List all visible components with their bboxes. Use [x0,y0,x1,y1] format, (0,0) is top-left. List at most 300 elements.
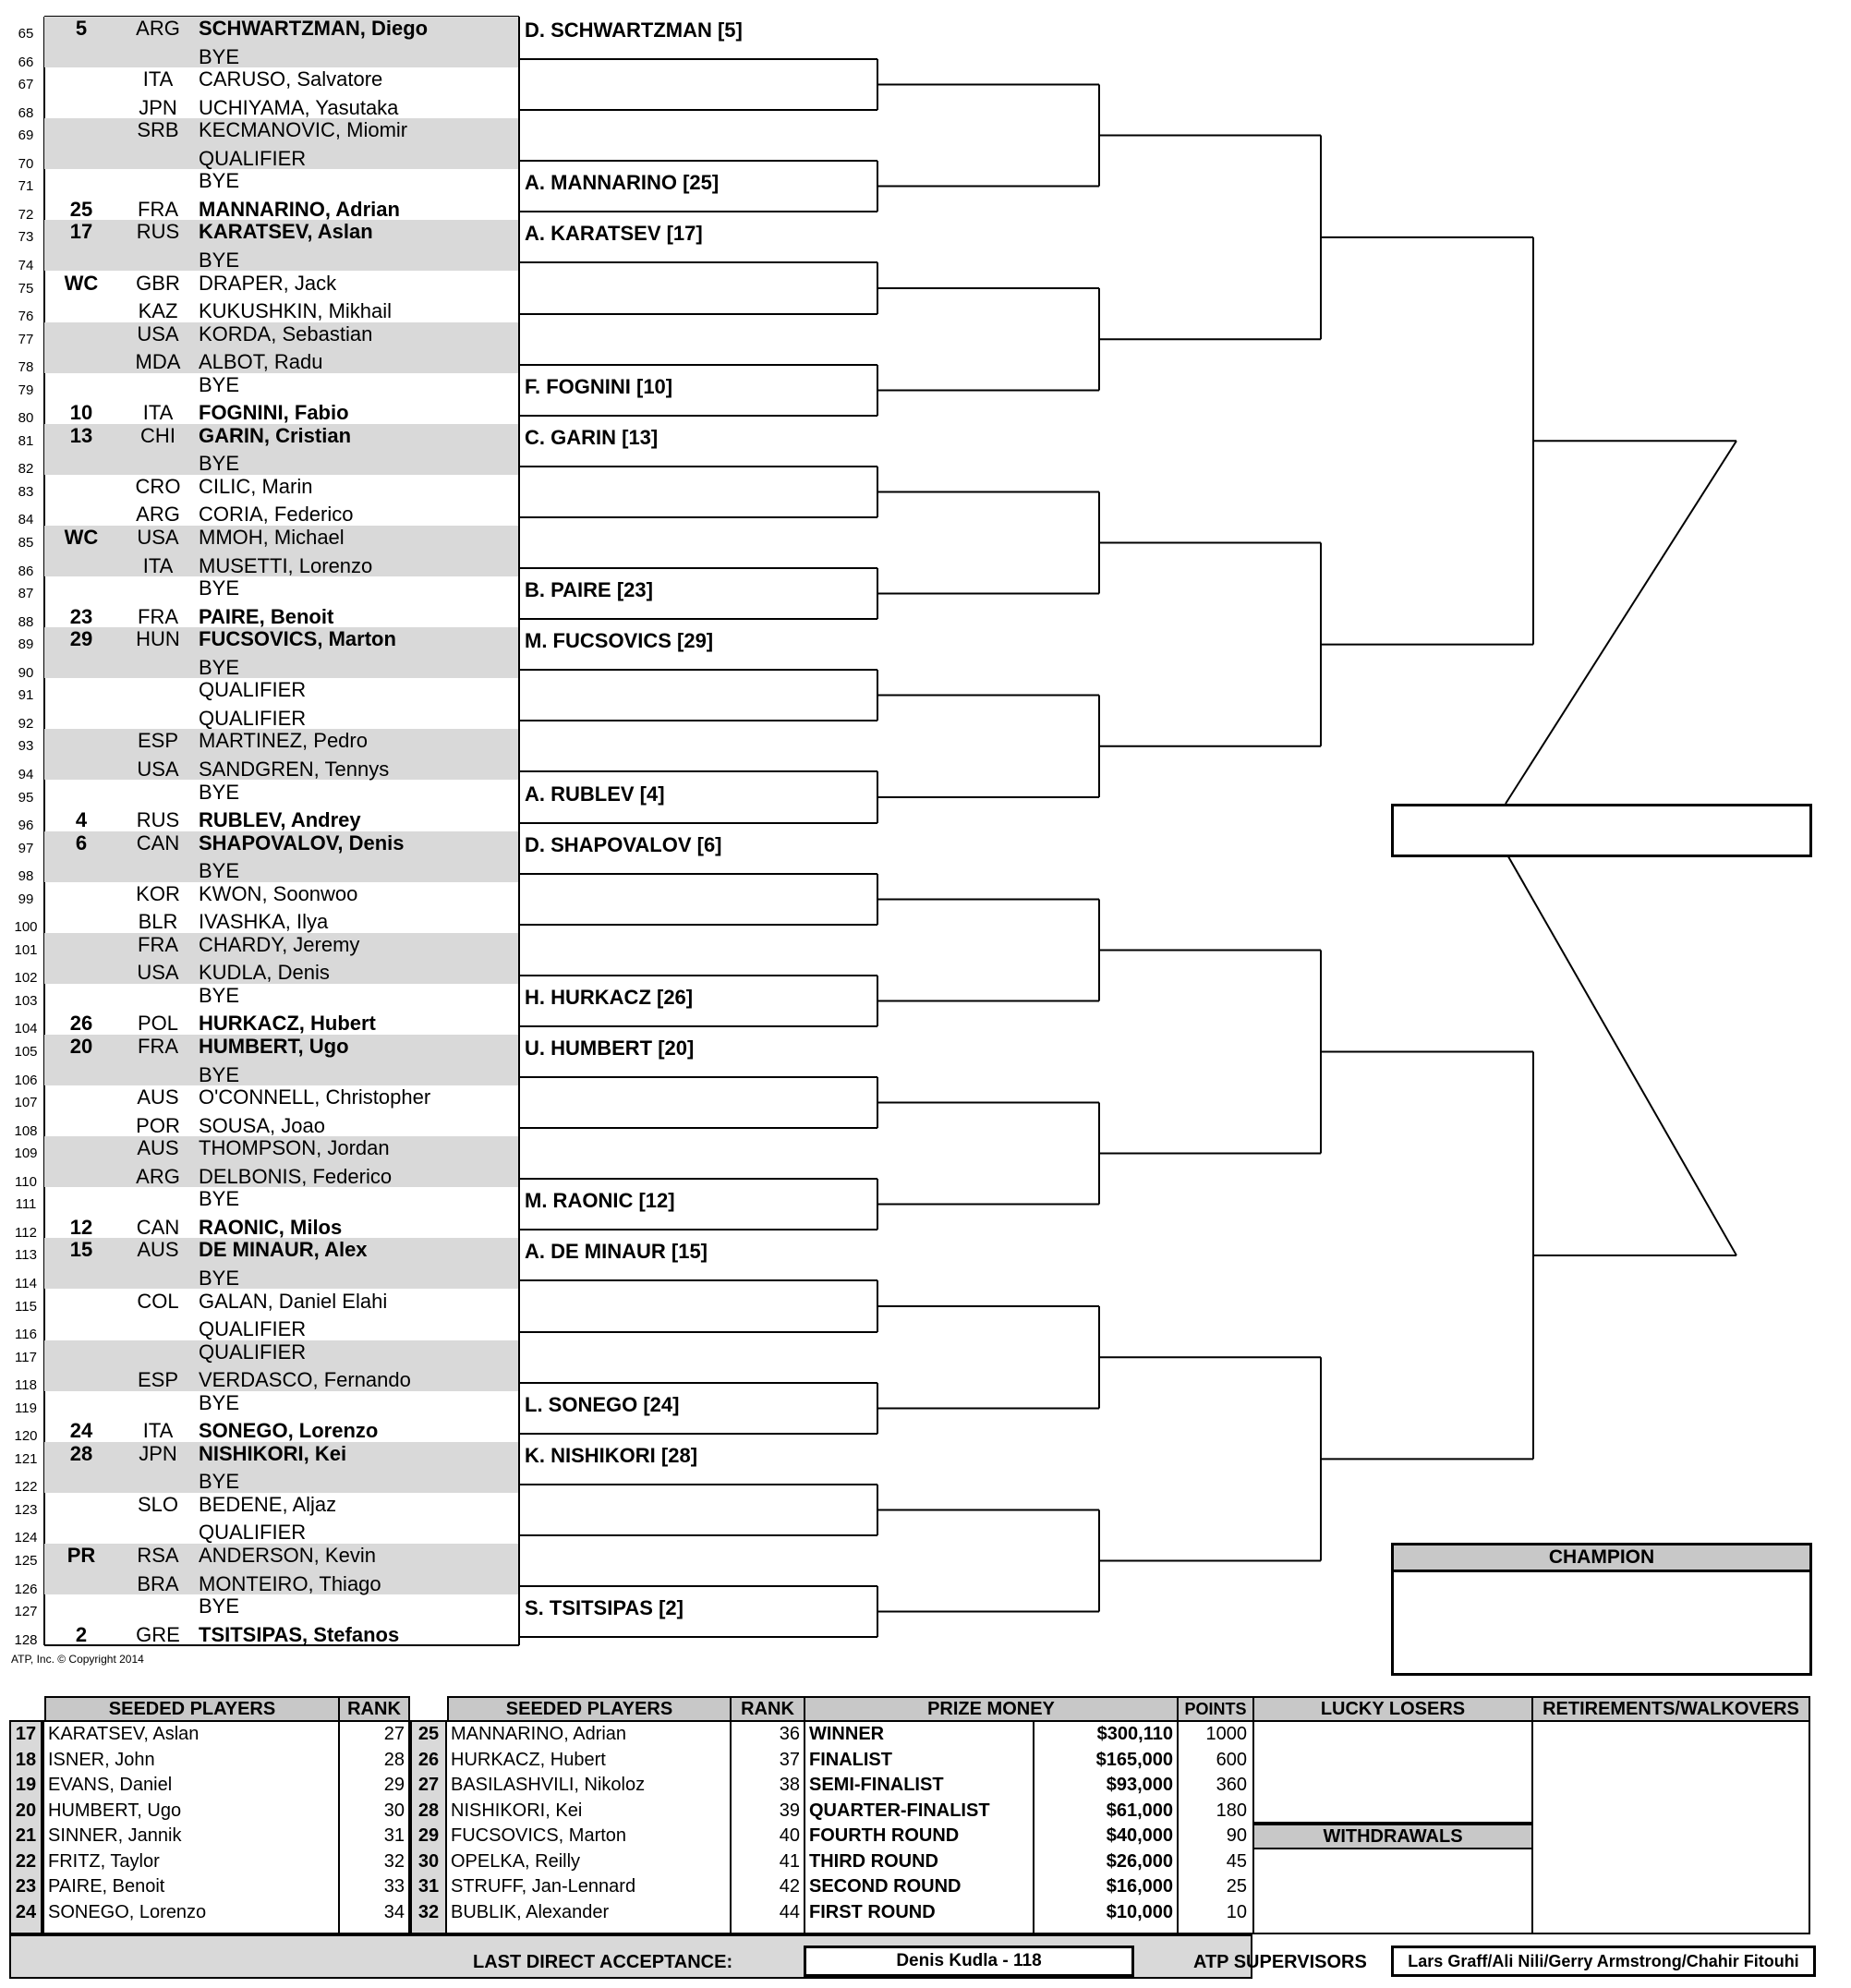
draw-position: 125 [14,1553,38,1569]
player-name: KECMANOVIC, Miomir [199,118,408,142]
player-seed: 24 [69,1419,93,1443]
draw-position: 89 [18,636,34,653]
draw-position: 117 [15,1349,37,1365]
player-nationality: RSA [137,1544,179,1567]
player-seed: 6 [75,830,88,855]
seed-number: 24 [15,1901,37,1922]
player-name: BYE [199,1390,240,1414]
draw-position: 91 [18,687,34,704]
prize-amount: $40,000 [1106,1825,1173,1846]
player-name: ALBOT, Radu [199,350,323,374]
draw-position: 115 [15,1298,37,1315]
lda-label: LAST DIRECT ACCEPTANCE: [473,1952,733,1972]
draw-position: 88 [18,613,34,630]
player-name: GALAN, Daniel Elahi [199,1289,388,1313]
player-seed: PR [67,1544,96,1567]
player-name: BEDENE, Aljaz [199,1492,337,1516]
draw-position: 105 [14,1044,38,1060]
player-name: QUALIFIER [199,1317,307,1341]
champion-value[interactable] [1394,1572,1809,1665]
second-round-entry[interactable]: A. RUBLEV [4] [525,782,665,806]
seeded-player-rank: 32 [383,1850,405,1872]
draw-position: 106 [14,1072,38,1088]
draw-position: 80 [18,410,34,427]
player-name: BYE [199,655,240,679]
draw-position: 96 [18,818,34,834]
player-nationality: HUN [136,627,180,651]
prize-amount: $16,000 [1106,1876,1173,1897]
ranking-points: 1000 [1205,1724,1247,1744]
second-round-entry[interactable]: F. FOGNINI [10] [525,374,673,398]
draw-position: 74 [18,257,34,273]
seed-number: 25 [417,1724,440,1744]
player-seed: 2 [75,1622,88,1646]
player-nationality: BRA [137,1571,179,1595]
draw-position: 83 [18,483,34,500]
seed-number: 22 [15,1850,37,1872]
player-nationality: SRB [137,118,179,142]
player-name: QUALIFIER [199,678,307,702]
seed-number: 28 [417,1800,440,1821]
prize-amount: $300,110 [1096,1724,1173,1744]
player-name: BYE [199,372,240,396]
draw-position: 127 [14,1604,38,1620]
player-seed: 28 [69,1441,93,1465]
bracket-line [1506,852,1736,1255]
seed-number: 17 [15,1724,37,1744]
draw-position: 104 [14,1021,38,1037]
player-nationality: FRA [138,932,178,956]
player-name: SONEGO, Lorenzo [199,1419,379,1443]
rank-header-left: RANK [338,1696,410,1722]
draw-position: 108 [14,1122,38,1139]
player-name: BYE [199,983,240,1007]
draw-position: 97 [18,840,34,856]
player-nationality: COL [137,1289,179,1313]
prize-amount: $10,000 [1106,1901,1173,1922]
player-nationality: RUS [136,220,180,244]
player-nationality: ITA [142,67,174,91]
draw-position: 94 [18,766,34,782]
player-name: MONTEIRO, Thiago [199,1571,381,1595]
draw-position: 85 [18,535,34,551]
player-name: SCHWARTZMAN, Diego [199,17,429,40]
ranking-points: 360 [1216,1775,1247,1795]
player-name: CARUSO, Salvatore [199,67,383,91]
player-seed: 5 [75,17,88,40]
draw-position: 111 [15,1196,37,1213]
player-name: CHARDY, Jeremy [199,932,360,956]
player-nationality: USA [137,526,179,549]
player-nationality: CRO [135,474,181,498]
seeded-player-rank: 31 [383,1825,405,1846]
player-seed: 26 [69,1012,93,1036]
draw-position: 126 [14,1581,38,1597]
player-name: BYE [199,1470,240,1494]
player-nationality: JPN [139,95,177,119]
draw-position: 87 [18,586,34,602]
player-nationality: CHI [140,423,175,447]
player-seed: 25 [69,197,93,221]
prize-amount: $26,000 [1106,1850,1173,1872]
player-name: QUALIFIER [199,146,307,170]
supervisors-value-box: Lars Graff/Ali Nili/Gerry Armstrong/Chahir Fitouhi [1391,1946,1816,1977]
draw-position: 99 [18,891,34,907]
player-seed: 20 [69,1035,93,1058]
draw-position: 86 [18,563,34,579]
player-name: MMOH, Michael [199,526,345,549]
player-name: BYE [199,1594,240,1618]
seeded-player-name: EVANS, Daniel [48,1775,173,1795]
prize-round: THIRD ROUND [809,1850,938,1872]
player-nationality: USA [137,961,179,985]
player-nationality: AUS [137,1136,179,1160]
player-name: KARATSEV, Aslan [199,220,373,244]
player-name: MANNARINO, Adrian [199,197,400,221]
draw-position: 122 [14,1479,38,1496]
player-seed: 13 [69,423,93,447]
draw-position: 112 [15,1224,37,1241]
player-seed: 29 [69,627,93,651]
points-header: POINTS [1177,1696,1254,1722]
player-name: ANDERSON, Kevin [199,1544,376,1567]
draw-position: 101 [14,941,38,958]
player-nationality: BLR [138,910,178,934]
prize-amount: $61,000 [1106,1800,1173,1821]
prize-round: SEMI-FINALIST [809,1775,944,1795]
player-name: BYE [199,780,240,804]
player-seed: WC [64,526,99,549]
player-name: FOGNINI, Fabio [199,401,349,425]
copyright-text: ATP, Inc. © Copyright 2014 [11,1653,144,1666]
seed-number: 26 [417,1749,440,1770]
player-nationality: ESP [137,729,179,753]
draw-position: 109 [14,1146,38,1162]
seed-number: 21 [15,1825,37,1846]
seeded-player-rank: 29 [383,1775,405,1795]
player-name: VERDASCO, Fernando [199,1368,411,1392]
draw-position: 70 [18,155,34,172]
draw-position: 102 [14,970,38,987]
player-nationality: GRE [136,1622,180,1646]
player-name: KUKUSHKIN, Mikhail [199,299,393,323]
player-nationality: AUS [137,1085,179,1109]
prize-round: QUARTER-FINALIST [809,1800,990,1821]
player-seed: 23 [69,604,93,628]
prize-round: WINNER [809,1724,885,1744]
player-name: SHAPOVALOV, Denis [199,830,405,855]
seed-number: 30 [417,1850,440,1872]
lucky-losers-box [1252,1720,1533,1824]
player-name: BYE [199,576,240,600]
ranking-points: 25 [1226,1876,1247,1897]
seeded-player-name: MANNARINO, Adrian [451,1724,627,1744]
player-nationality: ARG [136,17,180,40]
seeded-player-name: PAIRE, Benoit [48,1876,165,1897]
seeded-player-name: BUBLIK, Alexander [451,1901,610,1922]
draw-position: 67 [18,77,34,93]
draw-position: 107 [14,1095,38,1111]
prize-round: SECOND ROUND [809,1876,962,1897]
ranking-points: 90 [1226,1825,1247,1846]
draw-position: 73 [18,229,34,246]
player-nationality: CAN [136,830,180,855]
seeded-player-rank: 38 [779,1775,800,1795]
player-nationality: ITA [142,1419,174,1443]
player-nationality: ITA [142,553,174,577]
seeded-player-rank: 37 [779,1749,800,1770]
player-name: HURKACZ, Hubert [199,1012,376,1036]
player-nationality: KAZ [138,299,178,323]
draw-position: 81 [18,432,34,449]
prize-round: FIRST ROUND [809,1901,936,1922]
withdrawals-box [1252,1848,1533,1934]
player-seed: 12 [69,1215,93,1239]
player-name: BYE [199,248,240,272]
second-round-entry[interactable]: S. TSITSIPAS [2] [525,1596,684,1620]
second-round-entry[interactable]: M. RAONIC [12] [525,1189,675,1213]
draw-position: 120 [14,1428,38,1445]
seed-number: 23 [15,1876,37,1897]
draw-position: 114 [15,1275,37,1291]
player-nationality: USA [137,757,179,781]
seeded-player-rank: 41 [779,1850,800,1872]
withdrawals-header: WITHDRAWALS [1252,1824,1533,1849]
second-round-entry[interactable]: K. NISHIKORI [28] [525,1443,698,1467]
player-name: TSITSIPAS, Stefanos [199,1622,400,1646]
draw-position: 100 [14,919,38,936]
player-name: RUBLEV, Andrey [199,808,361,832]
player-nationality: ESP [137,1368,179,1392]
player-name: QUALIFIER [199,706,307,730]
second-round-entry[interactable]: H. HURKACZ [26] [525,985,694,1009]
draw-position: 92 [18,715,34,732]
seed-number: 19 [15,1775,37,1795]
draw-position: 121 [14,1450,38,1467]
draw-position: 118 [15,1377,37,1394]
player-nationality: POR [136,1113,180,1137]
player-name: BYE [199,44,240,68]
seeded-player-rank: 30 [383,1800,405,1821]
player-name: GARIN, Cristian [199,423,352,447]
lda-value-box: Denis Kudla - 118 [804,1946,1134,1977]
prize-money-header: PRIZE MONEY [804,1696,1179,1722]
player-name: HUMBERT, Ugo [199,1035,349,1058]
draw-position: 71 [18,178,34,195]
seeded-header-right: SEEDED PLAYERS [447,1696,732,1722]
seeded-player-name: STRUFF, Jan-Lennard [451,1876,636,1897]
draw-position: 84 [18,512,34,528]
player-name: CILIC, Marin [199,474,313,498]
player-name: MARTINEZ, Pedro [199,729,368,753]
bracket-line [1506,441,1736,804]
player-name: DELBONIS, Federico [199,1164,393,1188]
draw-position: 98 [18,868,34,885]
draw-position: 66 [18,54,34,70]
draw-position: 65 [18,26,34,42]
player-seed: 17 [69,220,93,244]
draw-position: 95 [18,789,34,806]
second-round-entry[interactable]: C. GARIN [13] [525,425,659,449]
player-nationality: USA [137,321,179,345]
player-seed: 15 [69,1238,93,1262]
player-nationality: POL [137,1012,179,1036]
draw-position: 82 [18,461,34,478]
second-round-entry[interactable]: L. SONEGO [24] [525,1392,680,1416]
seeded-player-name: SONEGO, Lorenzo [48,1901,207,1922]
supervisors-label: ATP SUPERVISORS [1193,1952,1367,1972]
seeded-player-name: FUCSOVICS, Marton [451,1825,627,1846]
player-name: IVASHKA, Ilya [199,910,329,934]
retirements-header: RETIREMENTS/WALKOVERS [1531,1696,1810,1722]
draw-position: 93 [18,738,34,755]
player-name: CORIA, Federico [199,503,354,527]
player-name: BYE [199,1187,240,1211]
player-name: KWON, Soonwoo [199,881,358,905]
player-name: UCHIYAMA, Yasutaka [199,95,399,119]
rank-header-right: RANK [730,1696,805,1722]
seeded-header-left: SEEDED PLAYERS [44,1696,340,1722]
seeded-player-name: KARATSEV, Aslan [48,1724,200,1744]
player-nationality: JPN [139,1441,177,1465]
retirements-box [1531,1720,1810,1934]
player-nationality: RUS [136,808,180,832]
player-name: BYE [199,452,240,476]
draw-position: 124 [14,1530,38,1546]
second-round-entry[interactable]: D. SCHWARTZMAN [5] [525,18,743,42]
seeded-player-rank: 39 [779,1800,800,1821]
second-round-entry[interactable]: A. DE MINAUR [15] [525,1240,708,1264]
seed-number: 18 [15,1749,37,1770]
draw-position: 119 [15,1400,37,1416]
second-round-entry[interactable]: U. HUMBERT [20] [525,1036,695,1060]
seeded-player-name: FRITZ, Taylor [48,1850,160,1872]
player-name: DE MINAUR, Alex [199,1238,368,1262]
draw-position: 72 [18,206,34,223]
seeded-player-name: HURKACZ, Hubert [451,1749,606,1770]
draw-position: 110 [15,1173,37,1190]
player-name: O'CONNELL, Christopher [199,1085,431,1109]
seeded-player-rank: 42 [779,1876,800,1897]
seeded-player-rank: 28 [383,1749,405,1770]
seeded-player-name: OPELKA, Reilly [451,1850,581,1872]
champion-box [1391,1543,1812,1676]
second-round-entry[interactable]: A. MANNARINO [25] [525,171,720,195]
draw-position: 75 [18,280,34,297]
seeded-player-rank: 34 [383,1901,405,1922]
player-name: PAIRE, Benoit [199,604,334,628]
player-name: BYE [199,169,240,193]
seeded-player-name: ISNER, John [48,1749,155,1770]
player-nationality: ARG [136,1164,180,1188]
player-name: FUCSOVICS, Marton [199,627,396,651]
draw-position: 123 [14,1501,38,1518]
seed-number: 27 [417,1775,440,1795]
player-name: KORDA, Sebastian [199,321,373,345]
draw-position: 78 [18,359,34,376]
player-nationality: MDA [135,350,181,374]
seed-number: 20 [15,1800,37,1821]
draw-position: 116 [15,1327,37,1343]
player-name: SANDGREN, Tennys [199,757,390,781]
seeded-player-rank: 44 [779,1901,800,1922]
player-name: QUALIFIER [199,1521,307,1545]
player-nationality: FRA [138,1035,178,1058]
seeded-player-name: BASILASHVILI, Nikoloz [451,1775,646,1795]
draw-position: 76 [18,309,34,325]
ranking-points: 180 [1216,1800,1247,1821]
champion-label: CHAMPION [1394,1546,1809,1572]
player-name: QUALIFIER [199,1339,307,1364]
player-nationality: ITA [142,401,174,425]
ranking-points: 45 [1226,1850,1247,1872]
draw-position: 128 [14,1631,38,1648]
player-name: DRAPER, Jack [199,271,337,295]
draw-position: 90 [18,664,34,681]
seeded-player-name: SINNER, Jannik [48,1825,182,1846]
seeded-player-rank: 33 [383,1876,405,1897]
seed-number: 29 [417,1825,440,1846]
draw-position: 113 [15,1247,37,1264]
player-name: RAONIC, Milos [199,1215,343,1239]
player-seed: WC [64,271,99,295]
seed-number: 32 [417,1901,440,1922]
player-nationality: SLO [137,1492,179,1516]
seed-number: 31 [417,1876,440,1897]
draw-position: 77 [18,331,34,347]
seeded-player-rank: 27 [383,1724,405,1744]
seeded-player-name: HUMBERT, Ugo [48,1800,182,1821]
prize-round: FOURTH ROUND [809,1825,960,1846]
player-nationality: CAN [136,1215,180,1239]
draw-position: 68 [18,104,34,121]
player-seed: 10 [69,401,93,425]
player-nationality: FRA [138,604,178,628]
prize-round: FINALIST [809,1749,892,1770]
seeded-player-name: NISHIKORI, Kei [451,1800,583,1821]
player-name: BYE [199,1062,240,1086]
second-round-entry[interactable]: B. PAIRE [23] [525,578,653,602]
player-name: THOMPSON, Jordan [199,1136,390,1160]
player-name: KUDLA, Denis [199,961,330,985]
player-name: BYE [199,1266,240,1290]
player-name: MUSETTI, Lorenzo [199,553,373,577]
player-nationality: GBR [136,271,180,295]
player-nationality: FRA [138,197,178,221]
second-round-entry[interactable]: D. SHAPOVALOV [6] [525,832,722,856]
seeded-player-rank: 40 [779,1825,800,1846]
player-nationality: ARG [136,503,180,527]
ranking-points: 10 [1226,1901,1247,1922]
player-name: NISHIKORI, Kei [199,1441,347,1465]
player-name: SOUSA, Joao [199,1113,325,1137]
draw-position: 69 [18,127,34,144]
player-nationality: AUS [137,1238,179,1262]
second-round-entry[interactable]: M. FUCSOVICS [29] [525,629,714,653]
ranking-points: 600 [1216,1749,1247,1770]
second-round-entry[interactable]: A. KARATSEV [17] [525,222,703,246]
lucky-losers-header: LUCKY LOSERS [1252,1696,1533,1722]
draw-position: 103 [14,992,38,1009]
seeded-player-rank: 36 [779,1724,800,1744]
final-result-box[interactable] [1391,804,1812,857]
player-seed: 4 [75,808,88,832]
player-nationality: KOR [136,881,180,905]
player-name: BYE [199,859,240,883]
prize-amount: $165,000 [1095,1749,1173,1770]
draw-position: 79 [18,382,34,398]
prize-amount: $93,000 [1106,1775,1173,1795]
